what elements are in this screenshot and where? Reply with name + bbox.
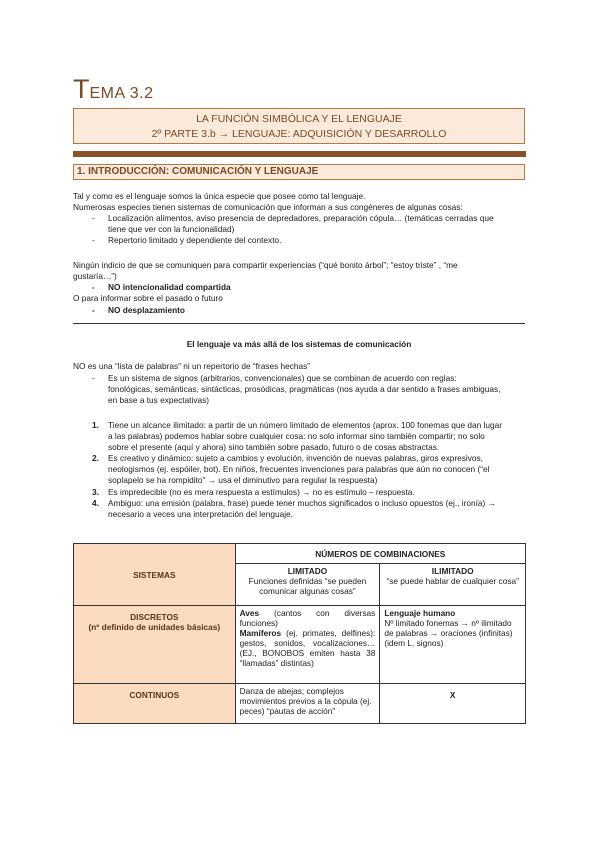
limitado-header: LIMITADO bbox=[287, 566, 328, 576]
num-1-line: sobre el presente (aquí y ahora) sino también sobre pasado, futuro o de cosas abstractas. bbox=[108, 442, 440, 452]
mamiferos-entry bbox=[240, 628, 376, 668]
section-heading: 1. INTRODUCCIÓN: COMUNICACIÓN Y LENGUAJE bbox=[73, 164, 525, 180]
beyond-p1: NO es una “lista de palabras” ni un repertorio de “frases hechas” bbox=[73, 361, 311, 371]
title-line-2: 2º PARTE 3.b → LENGUAJE: ADQUISICIÓN Y DESARROLLO bbox=[151, 128, 447, 140]
intro-p2: Numerosas especies tienen sistemas de comunicación que informan a sus congéneres de algunas cosas: bbox=[73, 202, 463, 212]
discretos-ilimitado-cell bbox=[380, 606, 526, 684]
mamiferos-label: Mamíferos bbox=[239, 628, 282, 638]
x-mark: X bbox=[380, 684, 526, 724]
beyond-b-l2: fonológicas, semánticas, sintácticas, prosódicas, pragmáticas (nos ayuda a dar sentido a frases ambiguas, bbox=[108, 384, 501, 394]
num-2: 2. bbox=[92, 453, 99, 463]
bullet-dash: - bbox=[92, 282, 95, 292]
intro-p3-l1: Ningún indicio de que se comuniquen para compartir experiencias (“qué bonito árbol”; “estoy triste” , “me bbox=[73, 260, 458, 270]
systems-table bbox=[73, 543, 526, 724]
num-4-line: Ambiguo: una emisión (palabra, frase) puede tener muchos significados o incluso opuestos (ej., ironía) → bbox=[108, 498, 496, 508]
aves-text: (cantos con diversas funciones) bbox=[239, 608, 376, 628]
numeros-header: NÚMEROS DE COMBINACIONES bbox=[235, 544, 525, 564]
horizontal-rule bbox=[73, 323, 525, 324]
beyond-heading: El lenguaje va más allá de los sistemas de comunicación bbox=[186, 339, 412, 349]
num-3-line: Es impredecible (no es mera respuesta a estímulos) → no es estímulo – respuesta. bbox=[108, 487, 415, 497]
humano-text: Nº limitado fonemas → nº ilimitado de palabras → oraciones (infinitas) (idem L. signos) bbox=[384, 618, 513, 648]
discretos-sub: (nº definido de unidades básicas) bbox=[88, 622, 221, 632]
intro-p4: O para informar sobre el pasado o futuro bbox=[73, 293, 223, 303]
title-line-1: LA FUNCIÓN SIMBÓLICA Y EL LENGUAJE bbox=[196, 113, 402, 125]
sistemas-header: SISTEMAS bbox=[74, 544, 236, 606]
aves-label: Aves bbox=[239, 608, 260, 618]
num-1-line: a las palabras) podemos hablar sobre cualquier cosa: no solo informar sino también compartir; no solo bbox=[108, 431, 485, 441]
discretos-limitado-cell bbox=[235, 606, 380, 684]
beyond-b-l3: en base a tus expectativas) bbox=[108, 395, 210, 405]
beyond-b-l1: Es un sistema de signos (arbitrarios, convencionales) que se combinan de acuerdo con reglas: bbox=[108, 373, 457, 383]
num-2-line: Es creativo y dinámico: sujeto a cambios y evolución, invención de nuevas palabras, giros expresivos, bbox=[108, 453, 483, 463]
discretos-label: DISCRETOS bbox=[130, 612, 179, 622]
mamiferos-text: (ej. primates, delfines): gestos, sonidos, vocalizaciones… (EJ., BONOBOS emiten hasta 38 “llamadas” distintas) bbox=[239, 628, 376, 668]
num-2-line: neologismos (ej. espóiler, bot). En niños, frecuentes invenciones para palabras que aún no conocen (“el bbox=[108, 464, 490, 474]
no-intencionalidad: NO intencionalidad compartida bbox=[108, 282, 231, 292]
bullet-dash: - bbox=[92, 213, 95, 223]
limitado-sub: Funciones definidas “se pueden comunicar algunas cosas” bbox=[248, 576, 367, 596]
bullet-dash: - bbox=[92, 235, 95, 245]
danza-text: Danza de abejas; complejos movimientos previos a la cópula (ej. peces) “pautas de acción” bbox=[235, 684, 380, 724]
bullet-dash: - bbox=[92, 305, 95, 315]
limitado-header-cell bbox=[235, 564, 380, 606]
intro-bullet2: Repertorio limitado y dependiente del contexto. bbox=[108, 235, 282, 245]
num-4-line: necesario a veces una interpretación del lenguaje. bbox=[108, 509, 293, 519]
no-desplazamiento: NO desplazamiento bbox=[108, 305, 185, 315]
tema-rest: EMA 3.2 bbox=[89, 85, 154, 102]
ilimitado-header: ILIMITADO bbox=[431, 566, 474, 576]
aves-entry bbox=[240, 608, 376, 628]
discretos-cell bbox=[74, 606, 236, 684]
tema-initial: T bbox=[73, 74, 90, 104]
continuos-label: CONTINUOS bbox=[74, 684, 236, 724]
num-1: 1. bbox=[92, 420, 99, 430]
num-2-line: soplapelo se ha rompidito” → usa el diminutivo para regular la respuesta) bbox=[108, 475, 378, 485]
title-box bbox=[73, 108, 525, 144]
intro-bullet1-l2: tiene que ver con la funcionalidad) bbox=[108, 224, 235, 234]
intro-p1: Tal y como es el lenguaje somos la única especie que posee como tal lenguaje. bbox=[73, 191, 366, 201]
intro-bullet1-l1: Localización alimentos, aviso presencia de depredadores, preparación cópula… (temáticas cerradas que bbox=[108, 213, 494, 223]
tema-heading bbox=[73, 74, 153, 105]
title-divider-bar bbox=[73, 151, 526, 157]
ilimitado-header-cell bbox=[380, 564, 526, 606]
humano-label: Lenguaje humano bbox=[384, 608, 456, 618]
num-3: 3. bbox=[92, 487, 99, 497]
bullet-dash: - bbox=[92, 373, 95, 383]
intro-p3-l2: gustaría…”) bbox=[73, 271, 117, 281]
ilimitado-sub: “se puede hablar de cualquier cosa” bbox=[386, 576, 519, 586]
num-1-line: Tiene un alcance ilimitado: a partir de un número limitado de elementos (aprox. 100 fonemas que dan lugar bbox=[108, 420, 503, 430]
num-4: 4. bbox=[92, 498, 99, 508]
